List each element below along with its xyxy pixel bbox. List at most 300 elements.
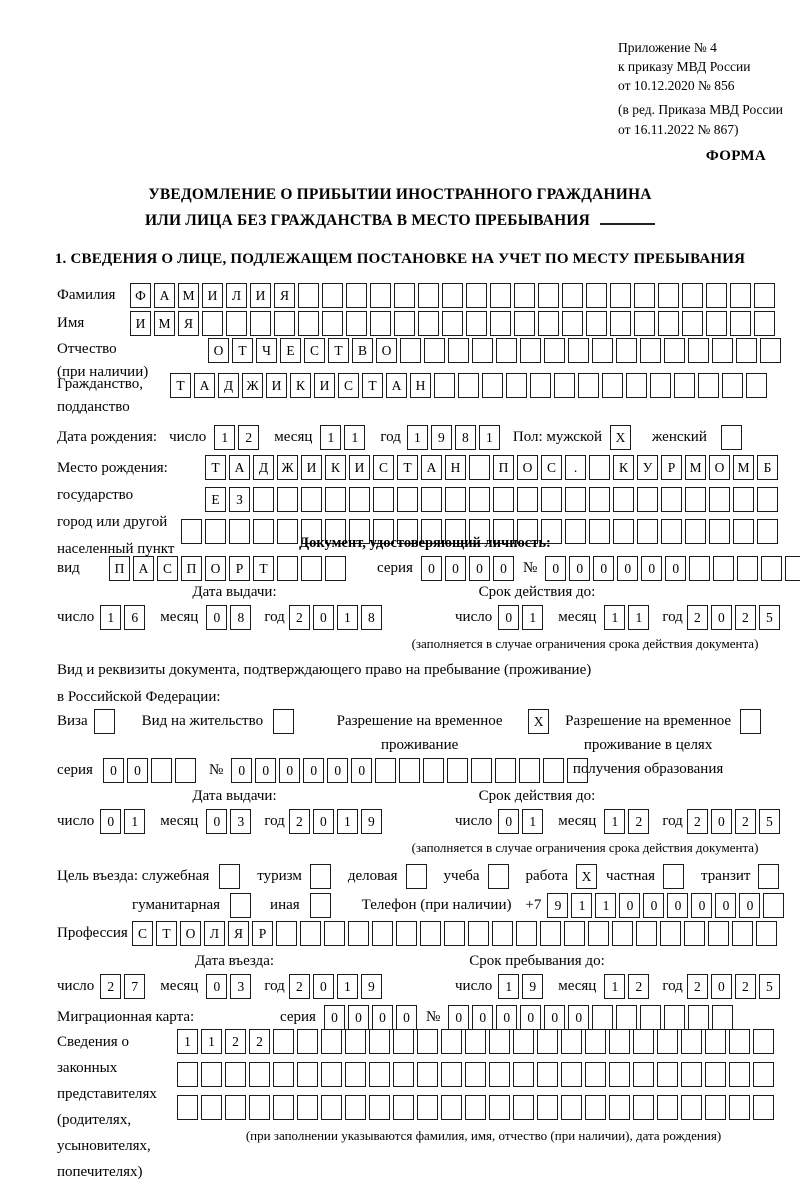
form-cell[interactable] [298,283,319,308]
stay-month-cells[interactable] [604,974,652,999]
representative-row3-cells[interactable] [177,1095,790,1120]
form-cell[interactable]: И [349,455,370,480]
form-cell[interactable]: Т [170,373,191,398]
form-cell[interactable]: А [133,556,154,581]
form-cell[interactable] [753,1062,774,1087]
form-cell[interactable]: 1 [344,425,365,450]
form-cell[interactable]: 1 [628,605,649,630]
form-cell[interactable]: А [386,373,407,398]
form-cell[interactable]: 0 [641,556,662,581]
form-cell[interactable]: Д [253,455,274,480]
form-cell[interactable] [345,1062,366,1087]
form-cell[interactable]: О [517,455,538,480]
form-cell[interactable]: X [528,709,549,734]
form-cell[interactable] [640,338,661,363]
form-cell[interactable] [688,1005,709,1030]
form-cell[interactable] [589,487,610,512]
form-cell[interactable] [400,338,421,363]
form-cell[interactable] [441,1029,462,1054]
form-cell[interactable] [554,373,575,398]
purpose-tourism-checkbox[interactable] [310,864,334,889]
form-cell[interactable] [225,1095,246,1120]
form-cell[interactable] [94,709,115,734]
form-cell[interactable]: 2 [225,1029,246,1054]
form-cell[interactable]: И [202,283,223,308]
form-cell[interactable] [297,1062,318,1087]
form-cell[interactable] [417,1062,438,1087]
form-cell[interactable] [219,864,240,889]
form-cell[interactable] [298,311,319,336]
form-cell[interactable] [657,1062,678,1087]
form-cell[interactable]: Р [252,921,273,946]
form-cell[interactable]: 0 [448,1005,469,1030]
form-cell[interactable] [345,1029,366,1054]
form-cell[interactable]: Ж [277,455,298,480]
form-cell[interactable] [609,1029,630,1054]
form-cell[interactable]: К [290,373,311,398]
form-cell[interactable] [177,1095,198,1120]
form-cell[interactable]: И [314,373,335,398]
form-cell[interactable] [530,373,551,398]
form-cell[interactable] [586,311,607,336]
form-cell[interactable] [681,1029,702,1054]
form-cell[interactable] [633,1062,654,1087]
form-cell[interactable] [468,921,489,946]
form-cell[interactable]: X [576,864,597,889]
form-cell[interactable] [418,283,439,308]
form-cell[interactable]: 2 [100,974,121,999]
form-cell[interactable]: 9 [431,425,452,450]
form-cell[interactable] [650,373,671,398]
form-cell[interactable] [274,311,295,336]
form-cell[interactable] [324,921,345,946]
form-cell[interactable] [537,1062,558,1087]
form-cell[interactable]: 1 [604,605,625,630]
form-cell[interactable] [722,373,743,398]
form-cell[interactable] [418,311,439,336]
form-cell[interactable] [612,921,633,946]
form-cell[interactable] [465,1029,486,1054]
doc-valid-month-cells[interactable] [604,605,652,630]
form-cell[interactable] [448,338,469,363]
form-cell[interactable]: А [194,373,215,398]
form-cell[interactable]: М [733,455,754,480]
form-cell[interactable] [637,487,658,512]
form-cell[interactable]: 2 [289,809,310,834]
form-cell[interactable] [592,1005,613,1030]
purpose-study-checkbox[interactable] [488,864,512,889]
form-cell[interactable] [544,338,565,363]
form-cell[interactable] [273,709,294,734]
form-cell[interactable]: 0 [255,758,276,783]
form-cell[interactable] [541,487,562,512]
form-cell[interactable] [175,758,196,783]
form-cell[interactable] [634,283,655,308]
form-cell[interactable] [609,1062,630,1087]
form-cell[interactable] [321,1095,342,1120]
form-cell[interactable] [689,556,710,581]
form-cell[interactable] [588,921,609,946]
form-cell[interactable] [709,487,730,512]
form-cell[interactable] [682,283,703,308]
form-cell[interactable] [276,921,297,946]
form-cell[interactable]: О [709,455,730,480]
form-cell[interactable] [705,1062,726,1087]
form-cell[interactable] [609,1095,630,1120]
form-cell[interactable]: 2 [289,974,310,999]
doc-number-cells[interactable] [545,556,800,581]
citizenship-cells[interactable] [170,373,770,398]
form-cell[interactable] [664,1005,685,1030]
form-cell[interactable] [434,373,455,398]
form-cell[interactable]: С [541,455,562,480]
form-cell[interactable] [496,338,517,363]
form-cell[interactable] [513,1062,534,1087]
form-cell[interactable]: 9 [361,974,382,999]
permit-number-cells[interactable] [231,758,591,783]
form-cell[interactable] [729,1062,750,1087]
form-cell[interactable]: Ф [130,283,151,308]
form-cell[interactable] [746,373,767,398]
doc-valid-year-cells[interactable] [687,605,783,630]
form-cell[interactable] [562,283,583,308]
doc-valid-day-cells[interactable] [498,605,546,630]
form-cell[interactable] [517,487,538,512]
form-cell[interactable]: 1 [337,605,358,630]
birthplace-state-cells[interactable] [205,455,781,480]
form-cell[interactable] [705,1095,726,1120]
form-cell[interactable] [417,1029,438,1054]
form-cell[interactable]: А [154,283,175,308]
form-cell[interactable] [657,1029,678,1054]
form-cell[interactable] [489,1029,510,1054]
form-cell[interactable] [760,338,781,363]
form-cell[interactable] [441,1062,462,1087]
form-cell[interactable] [394,283,415,308]
form-cell[interactable] [758,864,779,889]
form-cell[interactable] [561,1062,582,1087]
form-cell[interactable] [249,1095,270,1120]
form-cell[interactable] [201,1095,222,1120]
form-cell[interactable] [674,373,695,398]
form-cell[interactable] [466,283,487,308]
form-cell[interactable] [469,455,490,480]
form-cell[interactable] [729,1029,750,1054]
form-cell[interactable]: Я [228,921,249,946]
form-cell[interactable]: К [613,455,634,480]
temp-permit-checkbox[interactable] [528,709,552,734]
form-cell[interactable]: 0 [206,809,227,834]
form-cell[interactable]: 1 [214,425,235,450]
form-cell[interactable]: 0 [493,556,514,581]
form-cell[interactable]: О [205,556,226,581]
form-cell[interactable]: Ч [256,338,277,363]
form-cell[interactable]: 0 [324,1005,345,1030]
form-cell[interactable] [490,311,511,336]
form-cell[interactable] [442,283,463,308]
form-cell[interactable] [682,311,703,336]
form-cell[interactable]: Л [226,283,247,308]
form-cell[interactable]: Д [218,373,239,398]
form-cell[interactable] [663,864,684,889]
form-cell[interactable] [568,338,589,363]
form-cell[interactable] [657,1095,678,1120]
form-cell[interactable] [349,487,370,512]
form-cell[interactable] [397,487,418,512]
form-cell[interactable] [273,1095,294,1120]
form-cell[interactable]: 0 [545,556,566,581]
form-cell[interactable]: 0 [469,556,490,581]
form-cell[interactable] [225,1062,246,1087]
stay-year-cells[interactable] [687,974,783,999]
form-cell[interactable]: 9 [547,893,568,918]
form-cell[interactable] [616,338,637,363]
form-cell[interactable] [602,373,623,398]
form-cell[interactable] [465,1062,486,1087]
form-cell[interactable] [301,487,322,512]
form-cell[interactable]: 9 [361,809,382,834]
form-cell[interactable] [757,487,778,512]
form-cell[interactable] [471,758,492,783]
form-cell[interactable]: 8 [361,605,382,630]
form-cell[interactable] [706,283,727,308]
form-cell[interactable]: Т [232,338,253,363]
form-cell[interactable]: 0 [231,758,252,783]
form-cell[interactable]: 3 [230,974,251,999]
form-cell[interactable] [372,921,393,946]
form-cell[interactable]: Т [253,556,274,581]
form-cell[interactable]: 0 [100,809,121,834]
residence-permit-checkbox[interactable] [273,709,297,734]
form-cell[interactable] [151,758,172,783]
form-cell[interactable] [322,311,343,336]
form-cell[interactable] [520,338,541,363]
permit-series-cells[interactable] [103,758,199,783]
form-cell[interactable]: . [565,455,586,480]
form-cell[interactable] [424,338,445,363]
form-cell[interactable]: К [325,455,346,480]
form-cell[interactable]: Т [397,455,418,480]
birth-year-cells[interactable] [407,425,503,450]
form-cell[interactable] [537,1095,558,1120]
form-cell[interactable]: М [178,283,199,308]
form-cell[interactable] [514,311,535,336]
permit-valid-year-cells[interactable] [687,809,783,834]
form-cell[interactable]: 0 [568,1005,589,1030]
form-cell[interactable]: С [338,373,359,398]
form-cell[interactable] [698,373,719,398]
form-cell[interactable] [561,1029,582,1054]
form-cell[interactable] [423,758,444,783]
form-cell[interactable]: 0 [472,1005,493,1030]
doc-issue-day-cells[interactable] [100,605,148,630]
form-cell[interactable]: П [109,556,130,581]
form-cell[interactable] [488,864,509,889]
form-cell[interactable]: 2 [238,425,259,450]
form-cell[interactable]: 6 [124,605,145,630]
form-cell[interactable] [684,921,705,946]
form-cell[interactable] [578,373,599,398]
form-cell[interactable] [729,1095,750,1120]
form-cell[interactable]: 1 [100,605,121,630]
form-cell[interactable]: X [610,425,631,450]
form-cell[interactable] [589,455,610,480]
permit-valid-month-cells[interactable] [604,809,652,834]
birth-month-cells[interactable] [320,425,368,450]
form-cell[interactable] [633,1029,654,1054]
form-cell[interactable]: Т [362,373,383,398]
form-cell[interactable] [633,1095,654,1120]
form-cell[interactable] [785,556,800,581]
form-cell[interactable]: 0 [103,758,124,783]
form-cell[interactable] [585,1095,606,1120]
form-cell[interactable]: 1 [571,893,592,918]
form-cell[interactable]: 0 [303,758,324,783]
form-cell[interactable]: 0 [643,893,664,918]
form-cell[interactable] [273,1062,294,1087]
form-cell[interactable] [202,311,223,336]
form-cell[interactable] [421,487,442,512]
form-cell[interactable] [713,556,734,581]
purpose-other-checkbox[interactable] [310,893,334,918]
form-cell[interactable]: Т [205,455,226,480]
birth-day-cells[interactable] [214,425,262,450]
form-cell[interactable] [543,758,564,783]
form-cell[interactable]: 2 [687,809,708,834]
doc-issue-month-cells[interactable] [206,605,254,630]
form-cell[interactable] [732,921,753,946]
form-cell[interactable] [519,758,540,783]
form-cell[interactable] [737,556,758,581]
form-cell[interactable] [394,311,415,336]
purpose-work-checkbox[interactable] [576,864,600,889]
form-cell[interactable] [490,283,511,308]
form-cell[interactable]: 0 [445,556,466,581]
form-cell[interactable] [740,709,761,734]
form-cell[interactable]: 3 [230,809,251,834]
form-cell[interactable] [447,758,468,783]
form-cell[interactable]: 0 [544,1005,565,1030]
form-cell[interactable]: А [421,455,442,480]
form-cell[interactable]: Я [274,283,295,308]
form-cell[interactable] [506,373,527,398]
form-cell[interactable] [712,338,733,363]
form-cell[interactable] [489,1095,510,1120]
form-cell[interactable] [756,921,777,946]
form-cell[interactable]: Т [328,338,349,363]
form-cell[interactable] [763,893,784,918]
form-cell[interactable]: 0 [711,974,732,999]
patronymic-cells[interactable] [208,338,784,363]
form-cell[interactable] [301,556,322,581]
form-cell[interactable]: 0 [593,556,614,581]
form-cell[interactable]: И [250,283,271,308]
form-cell[interactable]: 0 [348,1005,369,1030]
form-cell[interactable]: 0 [711,605,732,630]
purpose-business-checkbox[interactable] [406,864,430,889]
form-cell[interactable] [201,1062,222,1087]
form-cell[interactable]: 1 [407,425,428,450]
form-cell[interactable] [393,1029,414,1054]
form-cell[interactable]: Н [410,373,431,398]
form-cell[interactable] [688,338,709,363]
surname-cells[interactable] [130,283,778,308]
form-cell[interactable] [514,283,535,308]
form-cell[interactable] [538,283,559,308]
form-cell[interactable] [495,758,516,783]
form-cell[interactable] [321,1029,342,1054]
form-cell[interactable] [370,283,391,308]
form-cell[interactable]: Л [204,921,225,946]
permit-issue-day-cells[interactable] [100,809,148,834]
form-cell[interactable]: М [154,311,175,336]
form-cell[interactable]: 0 [206,605,227,630]
form-cell[interactable] [708,921,729,946]
form-cell[interactable]: Р [661,455,682,480]
birthplace-city-cells[interactable] [205,487,781,512]
form-cell[interactable]: 0 [206,974,227,999]
form-cell[interactable] [325,556,346,581]
permit-issue-year-cells[interactable] [289,809,385,834]
form-cell[interactable]: 2 [249,1029,270,1054]
form-cell[interactable] [616,1005,637,1030]
form-cell[interactable]: 0 [520,1005,541,1030]
form-cell[interactable] [761,556,782,581]
form-cell[interactable] [369,1029,390,1054]
form-cell[interactable]: 0 [421,556,442,581]
form-cell[interactable] [592,338,613,363]
phone-cells[interactable] [547,893,787,918]
form-cell[interactable] [300,921,321,946]
form-cell[interactable] [705,1029,726,1054]
form-cell[interactable]: 0 [617,556,638,581]
form-cell[interactable]: 8 [455,425,476,450]
form-cell[interactable]: У [637,455,658,480]
form-cell[interactable]: 0 [351,758,372,783]
form-cell[interactable]: Б [757,455,778,480]
form-cell[interactable]: 1 [337,974,358,999]
form-cell[interactable] [297,1029,318,1054]
form-cell[interactable] [445,487,466,512]
form-cell[interactable] [442,311,463,336]
form-cell[interactable]: 5 [759,974,780,999]
form-cell[interactable] [736,338,757,363]
form-cell[interactable] [658,283,679,308]
form-cell[interactable]: 1 [177,1029,198,1054]
form-cell[interactable]: В [352,338,373,363]
form-cell[interactable] [310,893,331,918]
form-cell[interactable]: П [181,556,202,581]
form-cell[interactable] [754,283,775,308]
form-cell[interactable]: 2 [735,809,756,834]
form-cell[interactable]: И [301,455,322,480]
form-cell[interactable] [753,1029,774,1054]
form-cell[interactable]: 1 [604,974,625,999]
form-cell[interactable] [466,311,487,336]
form-cell[interactable] [493,487,514,512]
form-cell[interactable]: 0 [127,758,148,783]
form-cell[interactable] [540,921,561,946]
form-cell[interactable] [658,311,679,336]
form-cell[interactable]: 0 [569,556,590,581]
form-cell[interactable]: 2 [687,974,708,999]
form-cell[interactable]: П [493,455,514,480]
entry-month-cells[interactable] [206,974,254,999]
form-cell[interactable] [733,487,754,512]
form-cell[interactable] [406,864,427,889]
form-cell[interactable] [567,758,588,783]
form-cell[interactable] [721,425,742,450]
